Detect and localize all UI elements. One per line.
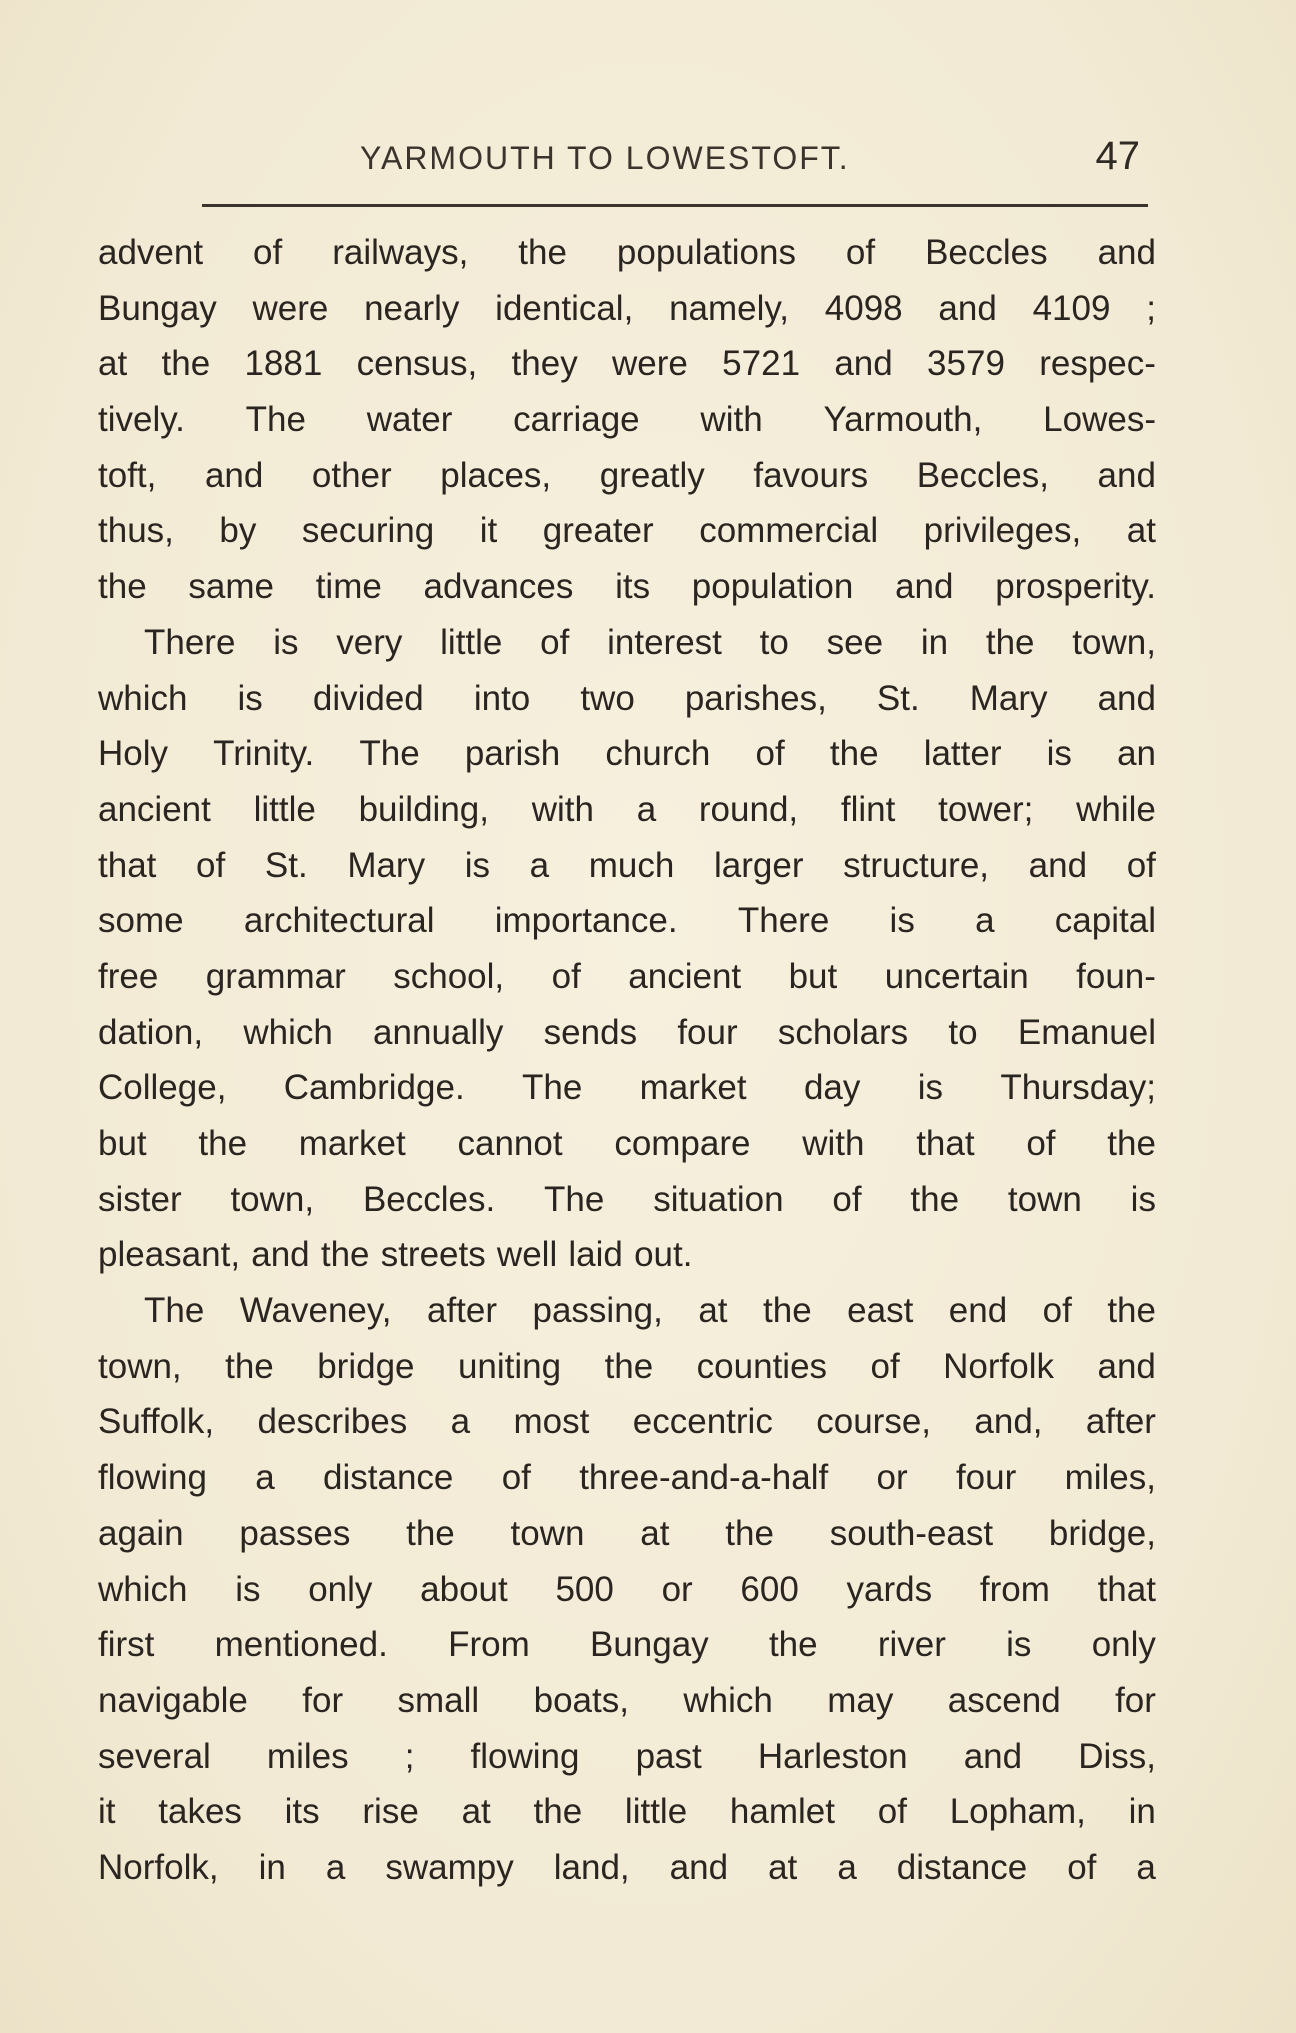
word: latter [923,734,1002,774]
word: greater [542,511,654,551]
word: privileges, [923,511,1082,551]
text-line [98,1227,1156,1283]
word: Suffolk, [98,1402,215,1442]
word: Trinity. [213,734,315,774]
word: commercial [699,511,879,551]
word: of [1067,1847,1097,1887]
word: St. [876,678,920,718]
word: thus, [98,511,174,551]
word: of [540,622,570,662]
word: uniting [457,1346,562,1386]
word: tower; [938,789,1034,829]
word: by [219,511,257,551]
word: it [98,1792,116,1832]
text-line [98,1172,1156,1228]
text-line [98,949,1156,1005]
word: which [98,1569,188,1609]
word: Thursday; [1000,1068,1156,1108]
word: a [255,1458,275,1498]
word: ancient [98,789,211,829]
word: in [258,1847,286,1887]
word: that [98,845,157,885]
word: and [938,288,997,328]
text-line [98,448,1156,504]
word: some [98,901,184,941]
word: divided [312,678,424,718]
word: greatly [599,455,705,495]
word: the [1107,1124,1156,1163]
word: flint [840,789,896,829]
word: from [979,1569,1050,1609]
word: yards [846,1569,933,1609]
word: From [448,1625,530,1665]
word: 3579 [927,344,1005,384]
word: a [975,901,995,941]
word: a [450,1402,471,1442]
word: with [802,1124,865,1163]
word: Norfolk [943,1346,1055,1386]
text-line [98,1562,1156,1618]
word: Harleston [757,1736,908,1776]
word: parishes, [684,678,827,718]
word: most [513,1402,590,1442]
word: There [737,901,830,941]
text-line [98,1617,1156,1673]
word: College, [98,1068,227,1108]
word: larger [714,845,804,885]
word: Bungay [98,288,217,328]
word: of [196,845,226,885]
word: course, [816,1402,932,1442]
word: foun- [1076,956,1156,996]
word: which [98,678,188,718]
word: little [440,622,503,662]
word: after [1085,1402,1156,1442]
word: annually [373,1012,504,1052]
word: identical, [495,288,634,328]
text-line [98,838,1156,894]
word: counties [696,1346,828,1386]
text-line [98,615,1156,671]
word: parish [464,734,561,774]
word: Beccles. [362,1179,496,1219]
word: town [510,1513,585,1553]
word: passing, [532,1291,663,1331]
word: and [1028,845,1088,885]
word: east [847,1291,914,1331]
word: advent [98,233,204,272]
word: and [1097,455,1156,495]
word: ; [1146,288,1156,328]
word: little [624,1792,688,1832]
word: first [98,1625,155,1665]
text-line [98,225,1156,281]
word: the [763,1291,812,1331]
word: Beccles, [916,455,1049,495]
word: Yarmouth, [823,400,983,440]
text-line [98,559,1156,615]
word: dation, [98,1012,204,1052]
word: a [1136,1847,1156,1887]
word: grammar [205,956,346,996]
word: railways, [332,233,469,272]
word: a [529,845,550,885]
word: laid [568,1235,623,1275]
word: but [98,1124,147,1163]
word: four [955,1458,1017,1498]
word: round, [698,789,799,829]
word: The [144,1291,205,1331]
word: swampy [385,1847,514,1887]
word: of [551,956,581,996]
word: is [917,1068,943,1108]
word: same [188,567,274,607]
word: is [464,845,491,885]
word: after [426,1291,498,1331]
word: at [768,1847,798,1887]
text-line [98,782,1156,838]
word: at [461,1792,491,1832]
word: its [284,1792,320,1832]
text-line [98,392,1156,448]
word: while [1076,789,1156,829]
word: miles, [1064,1458,1156,1498]
word: time [315,567,382,607]
word: day [803,1068,861,1108]
word: and [895,567,954,607]
word: its [615,567,651,607]
word: much [588,845,675,885]
word: at [640,1513,670,1553]
word: and [963,1736,1023,1776]
word: of [1042,1291,1072,1331]
running-title: YARMOUTH TO LOWESTOFT. [360,140,850,176]
word: 4109 [1032,288,1111,328]
word: is [1006,1625,1032,1665]
word: very [336,622,403,662]
word: describes [257,1402,408,1442]
word: Bungay [589,1625,709,1665]
word: capital [1054,901,1156,941]
word: at [1126,511,1156,551]
word: four [677,1012,738,1052]
word: boats, [533,1680,629,1720]
word: tively. [98,400,185,440]
word: and [204,455,264,495]
word: building, [358,789,489,829]
word: the [985,622,1035,662]
word: that [916,1124,975,1163]
word: may [827,1680,894,1720]
word: scholars [777,1012,909,1052]
word: at [698,1291,728,1331]
body-text [98,225,1156,1896]
text-line [98,893,1156,949]
text-line [98,1506,1156,1562]
word: Mary [347,845,426,885]
word: to [948,1012,978,1052]
word: of [870,1346,900,1386]
word: end [948,1291,1008,1331]
word: the [829,734,879,774]
word: they [511,344,578,384]
word: little [253,789,316,829]
text-line [98,1784,1156,1840]
word: with [531,789,594,829]
word: market [639,1068,747,1108]
text-line [98,503,1156,559]
word: the [518,233,567,272]
word: interest [607,622,722,662]
word: nearly [364,288,460,328]
word: and, [974,1402,1043,1442]
word: the [198,1124,248,1163]
word: into [473,678,531,718]
word: Lowes- [1043,400,1156,440]
word: is [273,622,299,662]
word: river [877,1625,946,1665]
word: distance [896,1847,1028,1887]
word: uncertain [884,956,1029,996]
word: it [479,511,498,551]
word: Holy [98,734,169,774]
word: town, [98,1346,182,1386]
word: town, [230,1179,315,1219]
word: Mary [969,678,1048,718]
word: small [397,1680,480,1720]
word: of [1126,845,1156,885]
word: census, [356,344,478,384]
word: only [1091,1625,1156,1665]
word: streets [380,1235,486,1275]
word: a [325,1847,346,1887]
word: of [1026,1124,1056,1163]
word: prosperity. [995,567,1156,607]
word: of [253,233,283,272]
word: free [98,956,159,996]
text-line [98,671,1156,727]
word: well [496,1235,558,1275]
word: or [661,1569,693,1609]
text-line [98,1116,1156,1172]
word: Lopham, [949,1792,1086,1832]
word: the [320,1235,370,1275]
word: 5721 [722,344,801,384]
word: an [1117,734,1156,774]
word: distance [323,1458,454,1498]
word: but [788,956,838,996]
word: market [298,1124,406,1163]
word: is [1130,1179,1156,1219]
word: takes [158,1792,242,1832]
word: water [366,400,453,440]
word: see [826,622,884,662]
word: the [1107,1291,1156,1331]
text-line [98,281,1156,337]
word: a [837,1847,857,1887]
text-line [98,1394,1156,1450]
word: The [245,400,306,440]
word: ; [404,1736,415,1776]
word: which [243,1012,333,1052]
word: two [580,678,635,718]
word: or [876,1458,908,1498]
word: favours [753,455,869,495]
word: to [759,622,789,662]
word: sister [98,1179,182,1219]
text-line [98,726,1156,782]
word: passes [239,1513,351,1553]
word: Beccles [925,233,1048,272]
word: respec- [1039,344,1156,384]
word: town [1007,1179,1082,1219]
word: Emanuel [1017,1012,1156,1052]
word: populations [616,233,796,272]
word: the [768,1625,818,1665]
word: bridge [317,1346,415,1386]
word: the [604,1346,654,1386]
word: cannot [457,1124,563,1163]
word: places, [440,455,552,495]
word: for [1115,1680,1156,1720]
word: architectural [243,901,435,941]
word: several [98,1736,211,1776]
word: is [889,901,915,941]
word: of [877,1792,907,1832]
text-line [98,1339,1156,1395]
word: other [311,455,392,495]
word: is [235,1569,261,1609]
word: in [920,622,949,662]
word: which [683,1680,773,1720]
word: and [1097,678,1156,718]
word: 1881 [244,344,323,384]
word: pleasant, [98,1235,241,1275]
word: were [252,288,329,328]
word: toft, [98,455,157,495]
word: hamlet [729,1792,835,1832]
word: 600 [740,1569,799,1609]
word: advances [423,567,574,607]
text-line [98,1729,1156,1785]
word: compare [614,1124,751,1163]
word: in [1128,1792,1156,1832]
word: Cambridge. [283,1068,465,1108]
word: only [308,1569,373,1609]
word: for [302,1680,344,1720]
text-line [98,1673,1156,1729]
word: eccentric [632,1402,773,1442]
word: three-and-a-half [579,1458,829,1498]
word: were [612,344,688,384]
word: the [910,1179,960,1219]
word: with [700,400,763,440]
word: St. [264,845,308,885]
word: the [161,344,211,384]
word: of [845,233,876,272]
word: land, [553,1847,630,1887]
word: navigable [98,1680,248,1720]
word: is [1046,734,1072,774]
word: the [98,567,147,607]
word: mentioned. [214,1625,388,1665]
word: at [98,344,128,384]
word: rise [362,1792,419,1832]
word: past [635,1736,702,1776]
word: The [544,1179,605,1219]
word: namely, [669,288,790,328]
word: and [834,344,893,384]
word: school, [393,956,505,996]
word: sends [543,1012,638,1052]
text-line [98,1283,1156,1339]
word: the [725,1513,774,1553]
word: and [1097,233,1156,272]
word: situation [653,1179,784,1219]
word: flowing [470,1736,580,1776]
text-line [98,1840,1156,1896]
text-line [98,1060,1156,1116]
word: carriage [513,400,640,440]
word: church [605,734,711,774]
word: the [533,1792,583,1832]
word: flowing [98,1458,207,1498]
word: and [251,1235,310,1275]
word: bridge, [1048,1513,1156,1553]
word: is [237,678,263,718]
word: There [144,622,236,662]
word: south-east [829,1513,994,1553]
word: a [636,789,657,829]
word: Waveney, [239,1291,392,1331]
header-rule [202,204,1148,207]
word: town, [1072,622,1156,662]
word: that [1097,1569,1156,1609]
word: and [669,1847,729,1887]
word: 4098 [824,288,903,328]
word: the [406,1513,455,1553]
page-number: 47 [1095,134,1140,178]
word: ancient [628,956,742,996]
word: ascend [947,1680,1061,1720]
word: and [1097,1346,1156,1386]
text-line [98,336,1156,392]
word: of [832,1179,862,1219]
word: The [359,734,420,774]
word: about [420,1569,508,1609]
page-header [200,134,1140,200]
word: 500 [555,1569,614,1609]
word: of [501,1458,531,1498]
word: The [522,1068,583,1108]
word: out. [634,1235,693,1275]
word: population [691,567,854,607]
word: Diss, [1078,1736,1156,1776]
text-line [98,1005,1156,1061]
word: securing [301,511,435,551]
text-line [98,1450,1156,1506]
word: miles [266,1736,349,1776]
word: Norfolk, [98,1847,219,1887]
word: structure, [843,845,990,885]
word: of [755,734,785,774]
word: the [225,1346,274,1386]
word: importance. [494,901,678,941]
word: again [98,1513,184,1553]
